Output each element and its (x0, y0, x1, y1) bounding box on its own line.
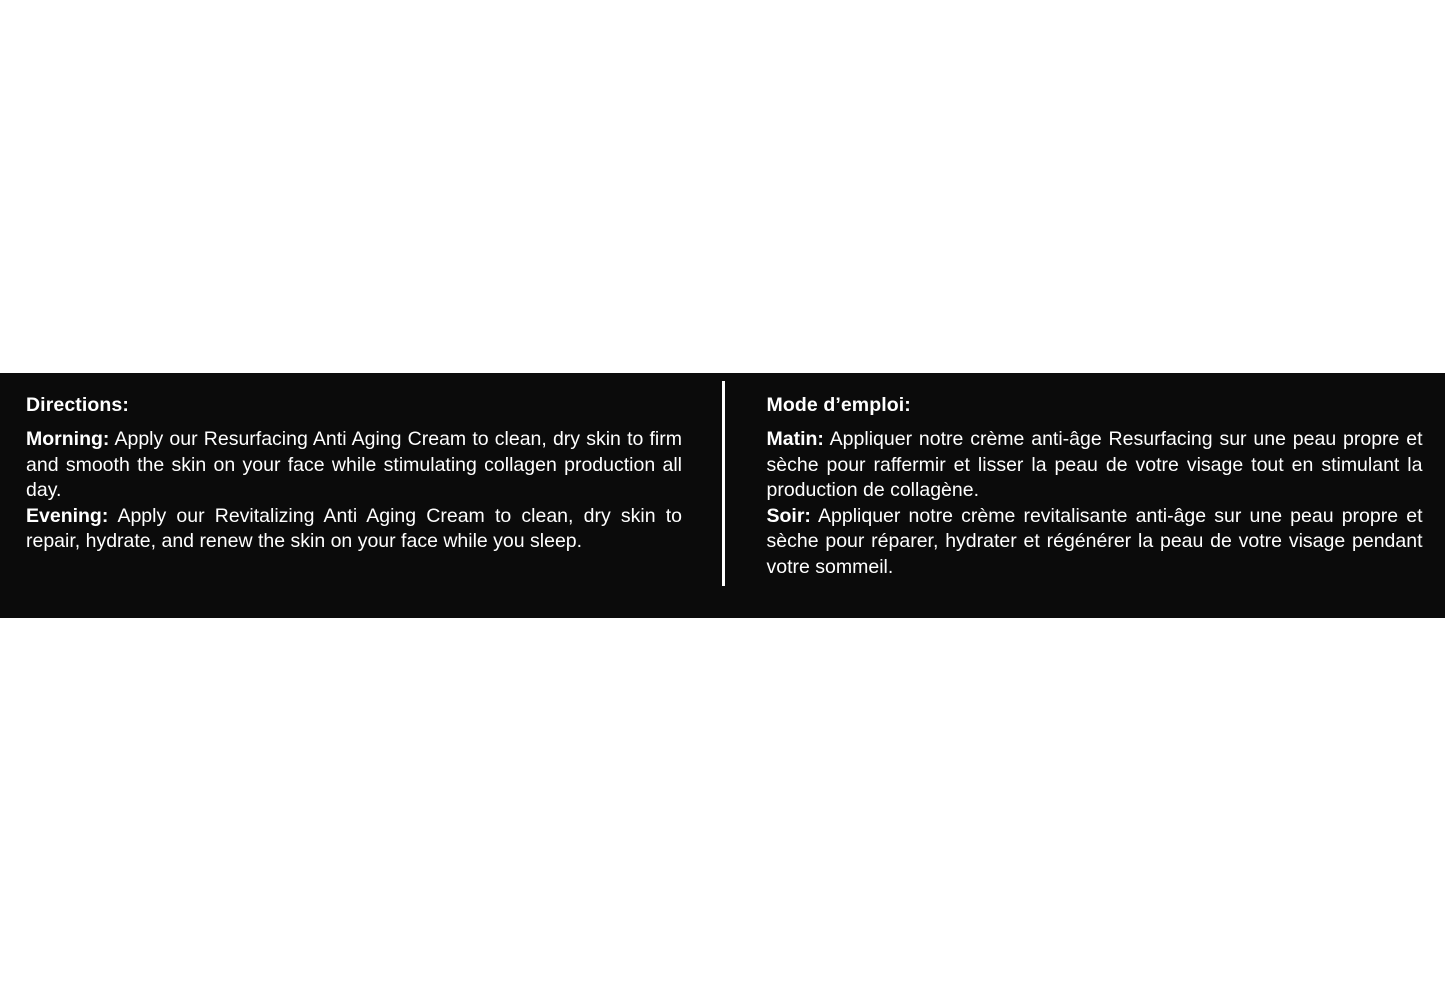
morning-text-french: Appliquer notre crème anti-âge Resurfacing sur une peau propre et sèche pour raffermir et lisser la peau de votre visage tout en stimulant la production de collagène. (766, 428, 1423, 502)
morning-label-french: Matin: (766, 428, 824, 451)
directions-morning-french (767, 427, 1423, 504)
directions-column-french (723, 373, 1445, 618)
directions-morning-english (26, 427, 682, 504)
morning-label-english: Morning: (26, 428, 110, 451)
directions-evening-french (767, 504, 1423, 581)
evening-label-french: Soir: (766, 504, 811, 527)
directions-heading-french: Mode d’emploi: (766, 394, 911, 416)
morning-text-english: Apply our Resurfacing Anti Aging Cream to clean, dry skin to firm and smooth the skin on your face while stimulating collagen production all day. (26, 428, 682, 502)
column-divider (722, 381, 725, 586)
directions-heading-english: Directions: (26, 394, 129, 416)
evening-label-english: Evening: (26, 504, 109, 527)
directions-column-english (0, 373, 723, 618)
evening-text-english: Apply our Revitalizing Anti Aging Cream to clean, dry skin to repair, hydrate, and renew the skin on your face while you sleep. (26, 504, 682, 553)
evening-text-french: Appliquer notre crème revitalisante anti-âge sur une peau propre et sèche pour réparer, hydrater et régénérer la peau de votre visage pendant votre sommeil. (766, 504, 1423, 578)
directions-evening-english (26, 504, 682, 555)
